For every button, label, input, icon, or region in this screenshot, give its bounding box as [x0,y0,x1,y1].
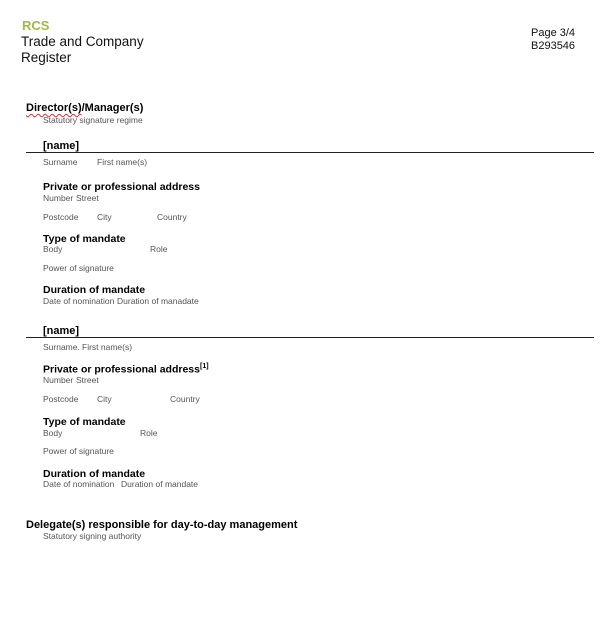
directors-title-misspelled: Director(s) [26,102,82,114]
person-2-country-label: Country [170,394,200,404]
person-1-city-label: City [97,212,112,222]
person-1-nomination-label: Date of nomination [43,296,115,306]
footnote-marker[interactable]: [1] [199,363,209,370]
delegates-section-subtitle: Statutory signing authority [43,531,142,541]
person-2-nomination-label: Date of nomination [43,479,115,489]
person-1-street-label: Street [76,193,99,203]
delegates-section-title: Delegate(s) responsible for day-to-day management [26,519,298,531]
directors-section-subtitle: Statutory signature regime [43,115,143,125]
person-1-role-label: Role [150,244,168,254]
person-1-divider [26,152,594,153]
person-2-firstname-label: First name(s) [82,342,133,352]
person-1-duration-label: Duration of manadate [117,296,199,306]
person-1-address-heading [43,181,200,193]
person-2-mandate-heading: Type of mandate [43,416,126,428]
person-2-body-label: Body [43,428,63,438]
person-2-surname-label: Surname. [43,342,80,352]
person-1-firstname-label: First name(s) [97,157,148,167]
person-2-duration-heading: Duration of mandate [43,468,146,480]
register-title-line1: Trade and Company [21,34,144,49]
person-1-number-label: Number [43,193,74,203]
person-1-duration-heading: Duration of mandate [43,284,146,296]
directors-title-rest: /Manager(s) [81,102,144,114]
person-2-number-label: Number [43,375,74,385]
brand-logo-text: RCS [22,18,50,33]
person-2-address-heading [43,363,209,376]
person-2-power-label: Power of signature [43,446,114,456]
register-reference: B293546 [531,40,576,52]
person-2-address-heading-text: Private or professional address [43,363,200,376]
person-1-country-label: Country [157,212,187,222]
person-1-mandate-heading: Type of mandate [43,233,126,245]
page-number: Page 3/4 [531,27,576,39]
person-1-address-heading-text: Private or professional address [43,181,200,193]
person-1-surname-label: Surname [43,157,78,167]
person-2-postcode-label: Postcode [43,394,79,404]
person-2-street-label: Street [76,375,99,385]
person-2-city-label: City [97,394,112,404]
person-2-name: [name] [43,325,80,337]
register-title-line2: Register [21,50,72,65]
person-1-power-label: Power of signature [43,263,114,273]
person-2-role-label: Role [140,428,158,438]
person-1-postcode-label: Postcode [43,212,79,222]
person-1-body-label: Body [43,244,63,254]
directors-section-title [26,102,143,114]
person-2-duration-label: Duration of mandate [121,479,199,489]
person-2-divider [26,337,594,338]
person-1-name: [name] [43,140,80,152]
